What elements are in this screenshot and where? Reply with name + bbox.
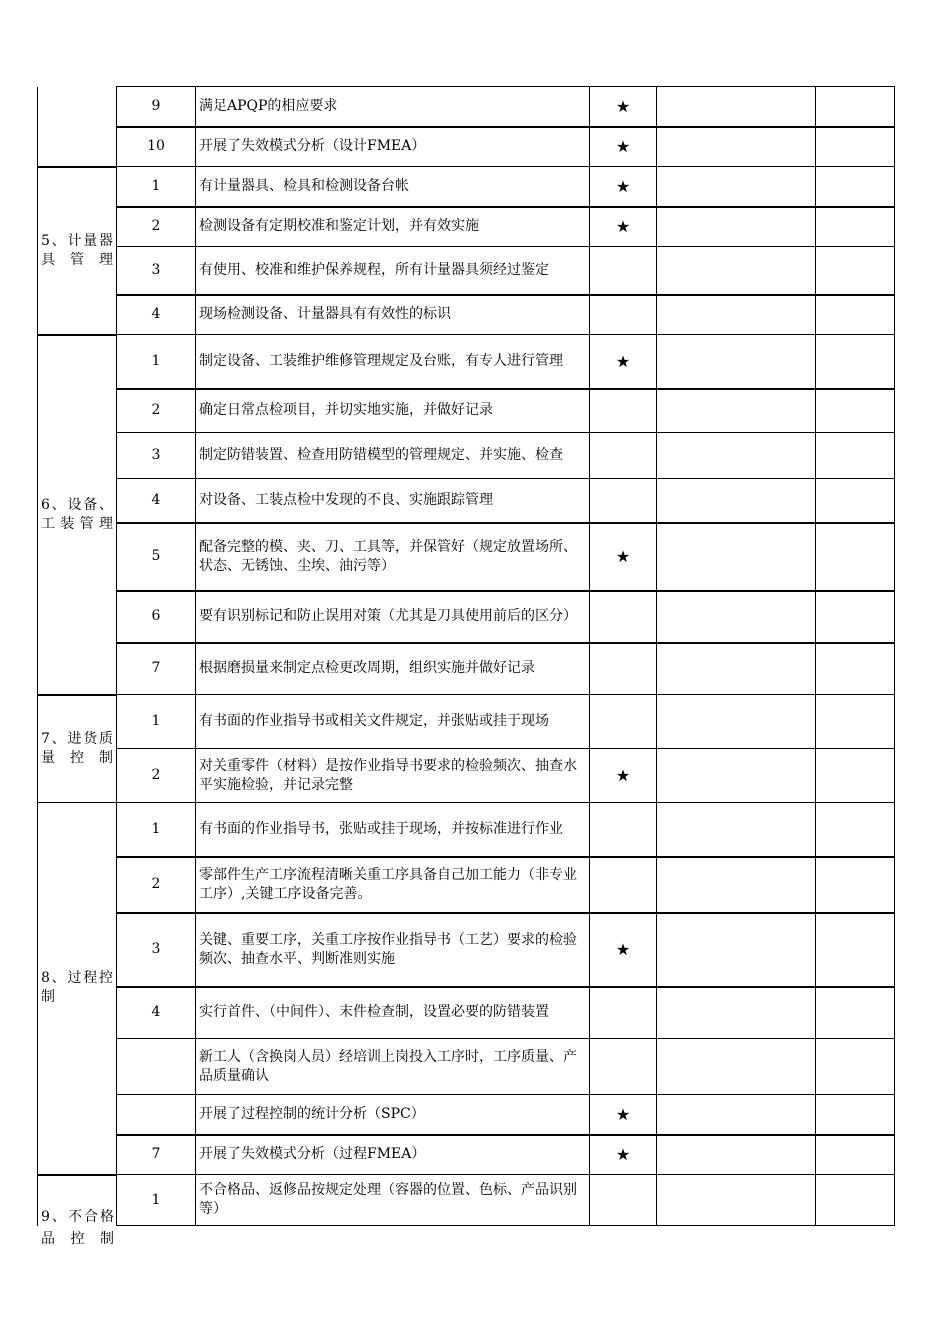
category-text: 9、不合格品控制 — [41, 1208, 114, 1247]
star-icon — [590, 643, 657, 695]
star-icon: ★ — [590, 127, 657, 167]
score-cell — [657, 127, 816, 167]
score-cell — [657, 591, 816, 643]
item-number: 1 — [117, 167, 196, 207]
remark-cell — [816, 523, 895, 591]
star-icon — [590, 1039, 657, 1095]
remark-cell — [816, 1135, 895, 1175]
item-text: 要有识别标记和防止误用对策（尤其是刀具使用前后的区分） — [196, 591, 590, 643]
item-text: 确定日常点检项目，并切实地实施，并做好记录 — [196, 389, 590, 433]
score-cell — [657, 1095, 816, 1135]
remark-cell — [816, 127, 895, 167]
item-text: 不合格品、返修品按规定处理（容器的位置、色标、产品识别等） — [196, 1175, 590, 1226]
item-number: 2 — [117, 749, 196, 803]
category-cell: 5、计量器具管理 — [38, 167, 117, 335]
remark-cell — [816, 695, 895, 749]
item-number: 7 — [117, 1135, 196, 1175]
table-row — [38, 591, 895, 643]
item-number: 7 — [117, 643, 196, 695]
remark-cell — [816, 207, 895, 247]
remark-cell — [816, 591, 895, 643]
remark-cell — [816, 749, 895, 803]
remark-cell — [816, 987, 895, 1039]
table-row — [38, 1175, 895, 1226]
star-icon — [590, 1175, 657, 1226]
remark-cell — [816, 803, 895, 857]
remark-cell — [816, 479, 895, 523]
item-text: 零部件生产工序流程清晰关重工序具备自己加工能力（非专业工序）,关键工序设备完善。 — [196, 857, 590, 913]
score-cell — [657, 803, 816, 857]
star-icon: ★ — [590, 167, 657, 207]
item-number: 2 — [117, 207, 196, 247]
item-number: 5 — [117, 523, 196, 591]
item-text: 有使用、校准和维护保养规程，所有计量器具须经过鉴定 — [196, 247, 590, 295]
category-cell: 8、过程控制 — [38, 803, 117, 1175]
table-row — [38, 1135, 895, 1175]
score-cell — [657, 1175, 816, 1226]
star-icon: ★ — [590, 913, 657, 987]
item-text: 制定设备、工装维护维修管理规定及台账，有专人进行管理 — [196, 335, 590, 389]
score-cell — [657, 479, 816, 523]
audit-checklist-table — [37, 86, 895, 1247]
star-icon: ★ — [590, 207, 657, 247]
remark-cell — [816, 643, 895, 695]
table-row — [38, 695, 895, 749]
score-cell — [657, 1135, 816, 1175]
category-cell — [38, 87, 117, 167]
remark-cell — [816, 335, 895, 389]
remark-cell — [816, 295, 895, 335]
item-number: 1 — [117, 1175, 196, 1226]
remark-cell — [816, 389, 895, 433]
score-cell — [657, 857, 816, 913]
table-row — [38, 523, 895, 591]
score-cell — [657, 335, 816, 389]
item-number: 4 — [117, 479, 196, 523]
table-row — [38, 247, 895, 295]
star-icon: ★ — [590, 523, 657, 591]
star-icon: ★ — [590, 87, 657, 127]
star-icon — [590, 857, 657, 913]
item-text: 有书面的作业指导书，张贴或挂于现场，并按标准进行作业 — [196, 803, 590, 857]
item-number: 9 — [117, 87, 196, 127]
item-number: 3 — [117, 433, 196, 479]
item-text: 检测设备有定期校准和鉴定计划，并有效实施 — [196, 207, 590, 247]
item-number — [117, 1039, 196, 1095]
item-text: 开展了过程控制的统计分析（SPC） — [196, 1095, 590, 1135]
score-cell — [657, 913, 816, 987]
star-icon — [590, 295, 657, 335]
score-cell — [657, 987, 816, 1039]
table-row — [38, 479, 895, 523]
star-icon — [590, 591, 657, 643]
item-number — [117, 1095, 196, 1135]
item-text: 现场检测设备、计量器具有有效性的标识 — [196, 295, 590, 335]
score-cell — [657, 87, 816, 127]
star-icon — [590, 479, 657, 523]
remark-cell — [816, 433, 895, 479]
score-cell — [657, 247, 816, 295]
star-icon: ★ — [590, 749, 657, 803]
remark-cell — [816, 167, 895, 207]
score-cell — [657, 433, 816, 479]
item-text: 开展了失效模式分析（过程FMEA） — [196, 1135, 590, 1175]
item-text: 满足APQP的相应要求 — [196, 87, 590, 127]
score-cell — [657, 167, 816, 207]
item-text: 根据磨损量来制定点检更改周期，组织实施并做好记录 — [196, 643, 590, 695]
score-cell — [657, 643, 816, 695]
table-row — [38, 433, 895, 479]
table-row — [38, 803, 895, 857]
table-row — [38, 167, 895, 207]
item-number: 2 — [117, 389, 196, 433]
remark-cell — [816, 857, 895, 913]
table-row — [38, 857, 895, 913]
item-number: 3 — [117, 247, 196, 295]
item-text: 关键、重要工序，关重工序按作业指导书（工艺）要求的检验频次、抽查水平、判断准则实施 — [196, 913, 590, 987]
item-number: 2 — [117, 857, 196, 913]
table-row — [38, 643, 895, 695]
item-text: 开展了失效模式分析（设计FMEA） — [196, 127, 590, 167]
item-text: 实行首件、（中间件）、末件检查制，设置必要的防错装置 — [196, 987, 590, 1039]
star-icon: ★ — [590, 1095, 657, 1135]
score-cell — [657, 207, 816, 247]
table-row — [38, 127, 895, 167]
star-icon — [590, 695, 657, 749]
score-cell — [657, 1039, 816, 1095]
remark-cell — [816, 1039, 895, 1095]
item-text: 对设备、工装点检中发现的不良、实施跟踪管理 — [196, 479, 590, 523]
remark-cell — [816, 87, 895, 127]
star-icon — [590, 987, 657, 1039]
star-icon — [590, 433, 657, 479]
table-row — [38, 913, 895, 987]
item-number: 4 — [117, 987, 196, 1039]
table-row — [38, 749, 895, 803]
item-text: 配备完整的模、夹、刀、工具等，并保管好（规定放置场所、状态、无锈蚀、尘埃、油污等） — [196, 523, 590, 591]
remark-cell — [816, 1175, 895, 1226]
star-icon: ★ — [590, 1135, 657, 1175]
table-row — [38, 295, 895, 335]
table-row — [38, 87, 895, 127]
star-icon: ★ — [590, 335, 657, 389]
category-cell — [38, 1175, 117, 1247]
table-row — [38, 987, 895, 1039]
star-icon — [590, 389, 657, 433]
item-text: 制定防错装置、检查用防错模型的管理规定、并实施、检查 — [196, 433, 590, 479]
item-number: 1 — [117, 335, 196, 389]
item-number: 1 — [117, 803, 196, 857]
score-cell — [657, 749, 816, 803]
item-number: 6 — [117, 591, 196, 643]
score-cell — [657, 523, 816, 591]
score-cell — [657, 389, 816, 433]
score-cell — [657, 295, 816, 335]
item-text: 新工人（含换岗人员）经培训上岗投入工序时，工序质量、产品质量确认 — [196, 1039, 590, 1095]
item-number: 4 — [117, 295, 196, 335]
item-text: 对关重零件（材料）是按作业指导书要求的检验频次、抽查水平实施检验，并记录完整 — [196, 749, 590, 803]
item-number: 10 — [117, 127, 196, 167]
table-row — [38, 1039, 895, 1095]
table-row — [38, 389, 895, 433]
table-row — [38, 335, 895, 389]
star-icon — [590, 803, 657, 857]
category-cell: 7、进货质量控制 — [38, 695, 117, 803]
item-number: 1 — [117, 695, 196, 749]
remark-cell — [816, 247, 895, 295]
category-cell: 6、设备、工装管理 — [38, 335, 117, 695]
item-text: 有书面的作业指导书或相关文件规定，并张贴或挂于现场 — [196, 695, 590, 749]
remark-cell — [816, 913, 895, 987]
table-row — [38, 207, 895, 247]
star-icon — [590, 247, 657, 295]
table-row — [38, 1095, 895, 1135]
remark-cell — [816, 1095, 895, 1135]
score-cell — [657, 695, 816, 749]
item-text: 有计量器具、检具和检测设备台帐 — [196, 167, 590, 207]
item-number: 3 — [117, 913, 196, 987]
